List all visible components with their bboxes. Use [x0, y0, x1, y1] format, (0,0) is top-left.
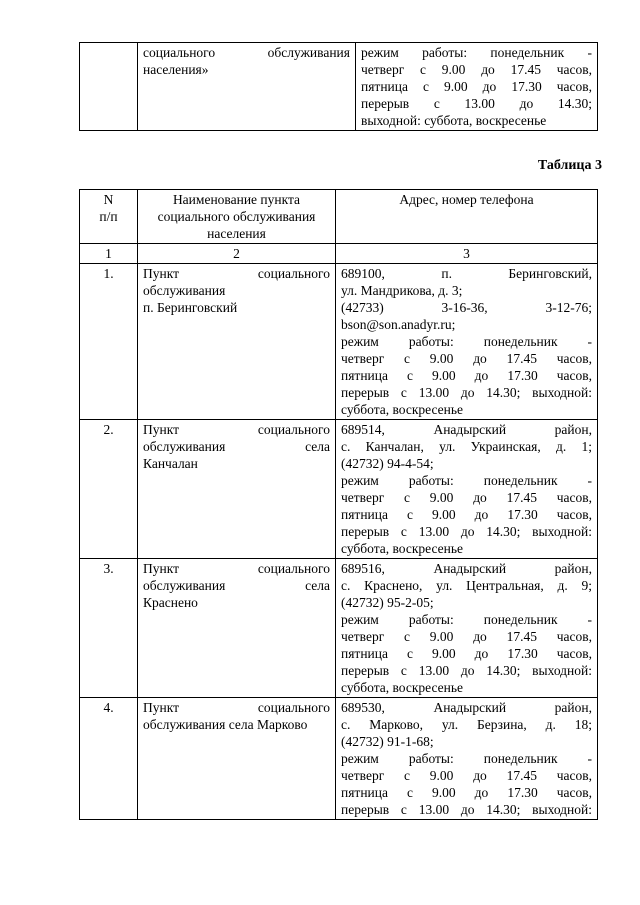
table-caption: Таблица 3 — [537, 158, 602, 173]
address-line: суббота, воскресенье — [341, 402, 464, 417]
address-cell — [336, 698, 598, 820]
address-line: режим работы: понедельник - — [341, 334, 592, 349]
address-line: суббота, воскресенье — [341, 541, 464, 556]
address-line: (42732) 94-4-54; — [341, 456, 434, 471]
address-line: (42733) 3-16-36, 3-12-76; — [341, 300, 592, 315]
address-cell — [336, 264, 598, 420]
address-line: четверг с 9.00 до 17.45 часов, — [341, 490, 592, 505]
table-row — [80, 698, 598, 820]
address-line: четверг с 9.00 до 17.45 часов, — [341, 629, 592, 644]
header-name — [138, 190, 336, 244]
address-line: четверг с 9.00 до 17.45 часов, — [341, 351, 592, 366]
address-line: перерыв с 13.00 до 14.30; — [361, 96, 592, 111]
address-line: режим работы: понедельник - — [361, 45, 592, 60]
address-line: с. Марково, ул. Берзина, д. 18; — [341, 717, 592, 732]
name-cell — [138, 420, 336, 559]
name-line: Пункт социального — [143, 422, 330, 437]
name-line: социального обслуживания — [143, 45, 350, 60]
header-text: п/п — [99, 209, 118, 224]
address-line: 689530, Анадырский район, — [341, 700, 592, 715]
col-number: 2 — [138, 244, 336, 264]
address-line: режим работы: понедельник - — [341, 473, 592, 488]
address-line: перерыв с 13.00 до 14.30; выходной: — [341, 524, 592, 539]
address-line: пятница с 9.00 до 17.30 часов, — [341, 368, 592, 383]
address-line: 689516, Анадырский район, — [341, 561, 592, 576]
num-cell — [80, 43, 138, 131]
row-number: 4. — [80, 698, 138, 820]
social-service-table — [79, 189, 598, 820]
name-cell — [138, 559, 336, 698]
col-number: 1 — [80, 244, 138, 264]
address-line: четверг с 9.00 до 17.45 часов, — [341, 768, 592, 783]
address-line: перерыв с 13.00 до 14.30; выходной: — [341, 802, 592, 817]
address-line: ул. Мандрикова, д. 3; — [341, 283, 463, 298]
address-line: (42732) 95-2-05; — [341, 595, 434, 610]
name-line: п. Беринговский — [143, 300, 238, 315]
header-row — [80, 190, 598, 244]
address-line: пятница с 9.00 до 17.30 часов, — [361, 79, 592, 94]
column-number-row — [80, 244, 598, 264]
name-cell — [138, 43, 356, 131]
address-line: режим работы: понедельник - — [341, 751, 592, 766]
header-address — [336, 190, 598, 244]
table-row — [80, 43, 598, 131]
name-cell — [138, 698, 336, 820]
address-line: суббота, воскресенье — [341, 680, 464, 695]
name-line: Краснено — [143, 595, 198, 610]
address-line: (42732) 91-1-68; — [341, 734, 434, 749]
address-line: с. Краснено, ул. Центральная, д. 9; — [341, 578, 592, 593]
header-text: N — [103, 192, 114, 207]
col-number: 3 — [336, 244, 598, 264]
header-text: Адрес, номер телефона — [399, 192, 534, 207]
table-row — [80, 559, 598, 698]
address-cell — [336, 559, 598, 698]
row-number: 1. — [80, 264, 138, 420]
name-line: Пункт социального — [143, 700, 330, 715]
address-line: перерыв с 13.00 до 14.30; выходной: — [341, 385, 592, 400]
header-text: населения — [207, 226, 266, 241]
name-line: обслуживания — [143, 283, 226, 298]
address-line: с. Канчалан, ул. Украинская, д. 1; — [341, 439, 592, 454]
table-row — [80, 264, 598, 420]
row-number: 2. — [80, 420, 138, 559]
address-line: 689100, п. Беринговский, — [341, 266, 592, 281]
address-line: 689514, Анадырский район, — [341, 422, 592, 437]
address-cell — [336, 420, 598, 559]
name-cell — [138, 264, 336, 420]
address-line: выходной: суббота, воскресенье — [361, 113, 547, 128]
address-line: пятница с 9.00 до 17.30 часов, — [341, 785, 592, 800]
table-row — [80, 420, 598, 559]
name-line: Пункт социального — [143, 561, 330, 576]
header-num — [80, 190, 138, 244]
name-line: Канчалан — [143, 456, 198, 471]
continuation-table — [79, 42, 598, 131]
address-line: bson@son.anadyr.ru; — [341, 317, 456, 332]
address-line: пятница с 9.00 до 17.30 часов, — [341, 507, 592, 522]
name-line: населения» — [143, 62, 209, 77]
name-line: Пункт социального — [143, 266, 330, 281]
address-line: четверг с 9.00 до 17.45 часов, — [361, 62, 592, 77]
name-line: обслуживания села Марково — [143, 717, 308, 732]
address-cell — [356, 43, 598, 131]
address-line: режим работы: понедельник - — [341, 612, 592, 627]
address-line: пятница с 9.00 до 17.30 часов, — [341, 646, 592, 661]
address-line: перерыв с 13.00 до 14.30; выходной: — [341, 663, 592, 678]
name-line: обслуживания села — [143, 439, 330, 454]
row-number: 3. — [80, 559, 138, 698]
header-text: социального обслуживания — [157, 209, 316, 224]
name-line: обслуживания села — [143, 578, 330, 593]
header-text: Наименование пункта — [172, 192, 301, 207]
